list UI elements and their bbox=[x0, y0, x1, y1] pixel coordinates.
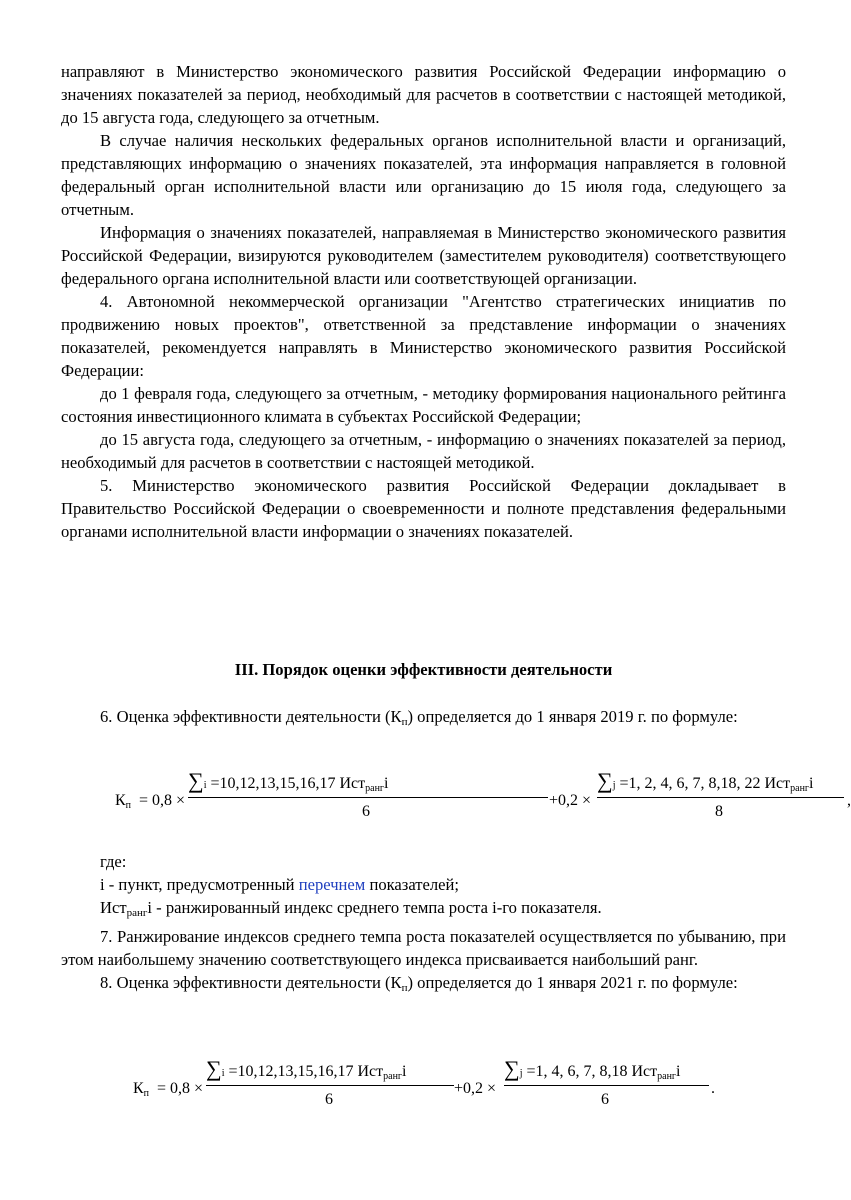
fraction-bar-2 bbox=[504, 1085, 709, 1086]
formula-numerator-1: ∑i =10,12,13,15,16,17 Ист$_{ранг}$i bbox=[206, 1056, 407, 1082]
paragraph: до 1 февраля года, следующего за отчетным, - методику формирования национального рейтинга состояния инвестиционного климата в субъектах Российской Федерации; bbox=[61, 384, 786, 426]
formula-coef: = 0,8 × bbox=[157, 1080, 204, 1097]
p6-text-a: 6. Оценка эффективности деятельности (К bbox=[100, 707, 402, 726]
formula-plus: +0,2 × bbox=[454, 1080, 497, 1097]
def-ist-b: i - ранжированный индекс среднего темпа роста i-го показателя. bbox=[147, 898, 602, 917]
formula-lhs: $К_п$ bbox=[133, 1080, 150, 1099]
definitions-block bbox=[61, 850, 786, 1000]
formula-denominator-1: 6 bbox=[325, 1091, 333, 1108]
paragraph-6 bbox=[61, 705, 786, 734]
paragraph: 4. Автономной некоммерческой организации "Агентство стратегических инициатив по продвижению новых проектов", ответственной за представление информации о значениях показателей, рекомендуется направлять в Министерство экономического развития Российской Федерации: bbox=[61, 292, 786, 380]
where-label: где: bbox=[100, 852, 127, 871]
p6-text-b: ) определяется до 1 января 2019 г. по формуле: bbox=[407, 707, 738, 726]
formula-numerator-2: ∑j =1, 4, 6, 7, 8,18 Ист$_{ранг}$i bbox=[504, 1056, 681, 1082]
paragraph: Информация о значениях показателей, направляемая в Министерство экономического развития Российской Федерации, визируются руководителем (заместителем руководителя) соответствующего федерального органа исполнительной власти или соответствующей организации. bbox=[61, 223, 786, 288]
formula-denominator-1: 6 bbox=[362, 803, 370, 820]
p8-text-b: ) определяется до 1 января 2021 г. по формуле: bbox=[407, 973, 738, 992]
formula-2 bbox=[133, 1058, 733, 1118]
formula-plus: +0,2 × bbox=[549, 792, 592, 809]
formula-1 bbox=[115, 768, 851, 830]
paragraph: 5. Министерство экономического развития Российской Федерации докладывает в Правительство Российской Федерации о своевременности и полноте представления федеральными органами исполнительной власти информации о значениях показателей. bbox=[61, 476, 786, 541]
p6-sub: п bbox=[401, 716, 408, 728]
p8-text-a: 8. Оценка эффективности деятельности (К bbox=[100, 973, 402, 992]
def-ist-sub: ранг bbox=[126, 907, 148, 919]
formula-coef: = 0,8 × bbox=[139, 792, 186, 809]
fraction-bar-1 bbox=[206, 1085, 454, 1086]
formula-end: , bbox=[847, 792, 851, 809]
def-i-a: i - пункт, предусмотренный bbox=[100, 875, 299, 894]
p8-sub: п bbox=[401, 982, 408, 994]
formula-end: . bbox=[711, 1080, 715, 1097]
paragraph-7: 7. Ранжирование индексов среднего темпа роста показателей осуществляется по убыванию, при этом наибольшему значению соответствующего индекса присваивается наибольший ранг. bbox=[61, 927, 786, 969]
formula-numerator-2: ∑j =1, 2, 4, 6, 7, 8,18, 22 Ист$_{ранг}$i bbox=[597, 768, 814, 794]
def-i-b: показателей; bbox=[365, 875, 460, 894]
formula-denominator-2: 8 bbox=[715, 803, 723, 820]
section-heading: III. Порядок оценки эффективности деятельности bbox=[234, 660, 613, 679]
fraction-bar-1 bbox=[188, 797, 548, 798]
paragraph: В случае наличия нескольких федеральных органов исполнительной власти и организаций, представляющих информацию о значениях показателей, эта информация направляется в головной федеральный орган исполнительной власти или организацию до 15 июля года, следующего за отчетным. bbox=[61, 131, 786, 219]
paragraph: до 15 августа года, следующего за отчетным, - информацию о значениях показателей за период, необходимый для расчетов в соответствии с настоящей методикой. bbox=[61, 430, 786, 472]
fraction-bar-2 bbox=[597, 797, 844, 798]
paragraph: направляют в Министерство экономического развития Российской Федерации информацию о значениях показателей за период, необходимый для расчетов в соответствии с настоящей методикой, до 15 августа года, следующего за отчетным. bbox=[61, 62, 786, 127]
perechen-link[interactable]: перечнем bbox=[298, 875, 366, 894]
top-text-block bbox=[61, 60, 786, 543]
formula-denominator-2: 6 bbox=[601, 1091, 609, 1108]
def-ist-a: Ист bbox=[100, 898, 127, 917]
formula-lhs: $К_п$ bbox=[115, 792, 132, 811]
formula-numerator-1: ∑i =10,12,13,15,16,17 Ист$_{ранг}$i bbox=[188, 768, 389, 794]
